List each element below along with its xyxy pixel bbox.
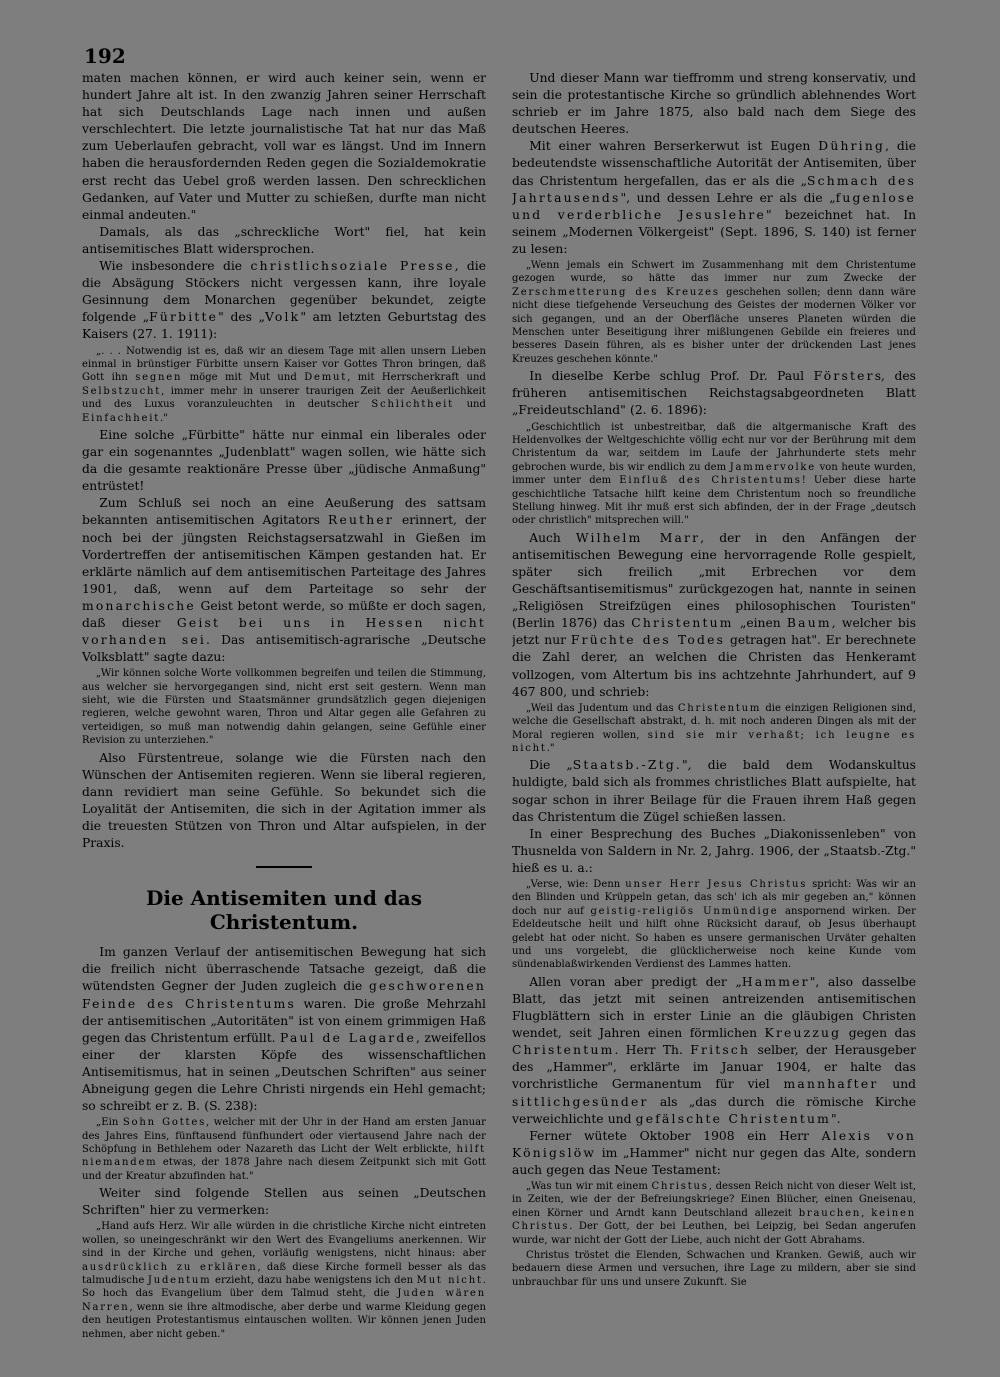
emphasis-text: Zerschmetterung des Kreuzes: [512, 286, 720, 298]
text-run: ".: [831, 1111, 841, 1126]
emphasis-text: Geist bei uns in Hessen nicht vorhanden sei: [82, 615, 486, 648]
emphasis-text: Förster: [813, 369, 875, 384]
emphasis-text: Dühring: [818, 139, 886, 154]
paragraph: Eine solche „Fürbitte" hätte nur einmal ein liberales oder gar ein sogenanntes „Judenblatt" wagen sollen, wie hätte sich da die gesamte reaktionäre Presse über „jüdische Anmaßung" entrüstet!: [82, 427, 486, 494]
emphasis-text: Christentum: [631, 616, 734, 631]
emphasis-text: Fürbitte: [149, 310, 219, 325]
text-run: Im ganzen Verlauf der antisemitischen Bewegung hat sich die freilich nicht überraschende Tatsache gezeigt, daß die wütendsten Gegner der Juden zugleich die: [82, 945, 486, 994]
emphasis-text: Schlichtheit: [371, 399, 454, 411]
paragraph: Also Fürstentreue, solange wie die Fürsten nach den Wünschen der Antisemiten regieren. Wenn sie liberal regieren, dann revidiert man seine Gefühle. So bekundet sich die Loyalität der Antisemiten, die sich in der Agitation immer als die treuesten Stützen von Thron und Altar aufspielen, in der Praxis.: [82, 750, 486, 851]
emphasis-text: Hammer: [741, 974, 810, 989]
emphasis-text: Fritsch: [690, 1043, 751, 1058]
emphasis-text: Einfachheit: [82, 412, 161, 424]
text-run: spricht: Was wir an den Blinden und Krüppeln getan, das sch' ich als mir gegeben an," können doch nur auf: [512, 879, 916, 917]
emphasis-text: Judentum: [147, 1275, 212, 1287]
paragraph: [512, 1128, 916, 1179]
text-run: von heute wurden, immer unter dem: [512, 461, 916, 487]
emphasis-text: Einfluß des Christentums: [619, 475, 802, 487]
emphasis-text: Schmach des Jahrtausends: [512, 173, 916, 205]
emphasis-text: Mut nicht: [416, 1275, 483, 1287]
text-run: Auch: [529, 530, 576, 545]
text-run: „Hand aufs Herz. Wir alle würden in die christliche Kirche nicht eintreten wollen, so uneingeschränkt wir den Wert des Evangeliums anerkennen. Wir sind in der Kirche und gehen, vorläufig wenigstens, nicht hinaus: aber: [82, 1221, 486, 1260]
text-run: möge mit Mut und: [182, 372, 305, 384]
emphasis-text: christlichsoziale Presse: [250, 259, 455, 274]
emphasis-text: Staatsb.-Ztg.: [572, 758, 683, 773]
text-run: Wie insbesondere die: [99, 259, 251, 274]
text-run: „Weil das Judentum und das: [526, 702, 678, 714]
emphasis-text: mannhafter: [783, 1077, 879, 1092]
emphasis-text: Jammervolke: [729, 461, 817, 473]
text-run: " am letzten Geburtstag des Kaisers (27. 1. 1911):: [82, 310, 486, 342]
text-run: „Verse, wie: Denn: [526, 879, 626, 891]
text-run: geschehen sollen; denn dann wäre nicht diese tiefgehende Verseuchung des Geistes der modernen Völker vor sich gegangen, und an der Oberfläche unseres Planeten würden die Menschen unter Beseitigung ihrer mißlungenen Gebilde ein freieres und besseres Dasein führen, als es bisher unter der drückenden Last jenes Kreuzes geschehen könnte.": [512, 286, 916, 365]
text-run: erzieht, dazu habe wenigstens ich den: [211, 1275, 417, 1287]
paragraph: In einer Besprechung des Buches „Diakonissenleben" von Thusnelda von Saldern in Nr. 2, Jahrg. 1906, der „Staatsb.-Ztg." hieß es u. a.:: [512, 826, 916, 875]
paragraph: [82, 258, 486, 343]
emphasis-text: brauchen: [798, 1207, 862, 1219]
section-heading: Die Antisemiten und das Christentum.: [146, 886, 422, 935]
text-run: und: [878, 1077, 916, 1092]
emphasis-text: hilft niemandem: [82, 1144, 486, 1169]
text-run: , der in den Anfängen der antisemitischen Bewegung eine hervorragende Rolle gespielt, später sich freilich „mit Erbrechen vor dem Geschäftsantisemitismus" zurückgezogen hat, nannte in seinen „Religiösen Streifzügen eines philosophischen Touristen" (Berlin 1876) das: [512, 530, 916, 631]
paragraph: Weiter sind folgende Stellen aus seinen „Deutschen Schriften" hier zu vermerken:: [82, 1186, 486, 1218]
text-run: selber, der Herausgeber des „Hammer", erklärte im Januar 1904, er halte das vorchristliche Germanentum für viel: [512, 1043, 916, 1092]
emphasis-text: Christentum: [512, 1043, 615, 1058]
text-run: waren. Die große Mehrzahl der antisemitischen „Autoritäten" ist von einem grimmigen Haß gegen das Christentum erfüllt.: [82, 996, 486, 1045]
text-run: , mit Herrscherkraft und: [347, 372, 486, 384]
emphasis-text: Alexis von Königslöw: [512, 1128, 916, 1160]
emphasis-text: unser Herr Jesus Christus: [625, 879, 808, 891]
text-run: Geist betont werde, so müßte er doch sagen, daß dieser: [82, 598, 486, 630]
emphasis-text: Wilhelm Marr: [575, 530, 701, 545]
text-run: , welcher mit der Uhr in der Hand am ersten Januar des Jahres Eins, fünftausend fünfhundert oder viertausend Jahre nach der Schöpfung in Bethlehem oder Nazareth das Licht der Welt erblickte,: [82, 1117, 486, 1155]
text-run: , daß diese Kirche formell besser als das talmudische: [82, 1261, 486, 1287]
text-run: , immer mehr in unserer traurigen Zeit der Aeußerlichkeit und des Luxus voranzuleuchten in deutscher: [82, 385, 486, 411]
emphasis-text: Juden wären Narren: [82, 1288, 486, 1313]
page-number: 192: [84, 44, 126, 68]
text-run: als „das durch die römische Kirche verweichlichte und: [512, 1094, 916, 1126]
emphasis-text: sittlichgesünder: [512, 1094, 649, 1109]
emphasis-text: monarchische: [82, 598, 196, 613]
text-run: im „Hammer" nicht nur gegen das Alte, sondern auch gegen das Neue Testament:: [512, 1145, 916, 1177]
paragraph: [82, 495, 486, 666]
text-run: gegen das: [841, 1026, 916, 1041]
paragraph: [512, 138, 916, 258]
quote: Christus tröstet die Elenden, Schwachen und Kranken. Gewiß, auch wir bedauern diese Armen und versuchen, ihre Lage zu mildern, aber sie sind unbrauchbar für uns und unsere Zukunft. Sie: [512, 1250, 916, 1288]
text-run: In dieselbe Kerbe schlug Prof. Dr. Paul: [529, 369, 814, 384]
text-run: " des „: [218, 310, 265, 325]
text-run: .": [546, 742, 555, 754]
text-run: „einen: [733, 616, 787, 631]
text-run: die einzigen Religionen sind, welche die Gesellschaft abstrakt, d. h. mit noch anderen Dingen als mit der Moral regieren wollen,: [512, 702, 916, 741]
text-run: „Ein: [96, 1117, 123, 1129]
emphasis-text: Reuther: [327, 513, 394, 528]
emphasis-text: Demut: [304, 372, 348, 384]
quote: „Wir können solche Worte vollkommen begreifen und teilen die Stimmung, aus welcher sie hervorgegangen sind, nicht erst seit gestern. Wenn man sieht, wie die Fürsten und Staatsmänner grundsätzlich gegen diejenigen regieren, welche gewohnt waren, Thron und Altar gegen alle Gefahren zu verteidigen, so muß man notwendig dahin gelangen, seine Gefühle einer Revision zu unterziehen.": [82, 668, 486, 747]
emphasis-text: Christentum: [677, 702, 762, 714]
emphasis-text: Volk: [264, 310, 301, 325]
text-run: „. . . Notwendig ist es, daß wir an diesem Tage mit allen unsern Lieben einmal in brünstiger Fürbitte unsern Kaiser vor Gottes Thron bringen, daß Gott ihn: [82, 345, 486, 384]
text-run: . Herr Th.: [614, 1043, 691, 1058]
quote: [512, 421, 916, 528]
emphasis-text: Paul de Lagarde: [280, 1030, 416, 1045]
text-run: Mit einer wahren Berserkerwut ist Eugen: [529, 139, 819, 154]
text-run: „Geschichtlich ist unbestreitbar, daß die altgermanische Kraft des Heldenvolkes der Weltgeschichte völlig echt nur vor der Berührung mit dem Christentum da war, seitdem im Laufe der Jahrhunderte stets mehr gebrochen wurde, bis wir endlich zu dem: [512, 421, 916, 473]
emphasis-text: segnen: [135, 372, 183, 384]
text-run: . So hoch das Evangelium über dem Talmud steht, die: [82, 1275, 486, 1300]
text-run: ", also dasselbe Blatt, das jetzt mit seinen antreizenden antisemitischen Flugblättern sich in erster Linie an die gläubigen Christen wendet, seit Jahren einen förmlichen: [512, 974, 916, 1041]
text-run: ", und dessen Lehre er als die „: [620, 190, 836, 205]
emphasis-text: geistig-religiös Unmündige: [590, 905, 779, 917]
text-run: Zum Schluß sei noch an eine Aeußerung des sattsam bekannten antisemitischen Agitators: [82, 496, 486, 528]
paragraph: [512, 757, 916, 825]
emphasis-text: fugenlose und verderbliche Jesuslehre: [512, 190, 916, 222]
text-run: „Was tun wir mit einem: [526, 1181, 652, 1192]
text-run: ,: [861, 1207, 872, 1219]
paragraph: maten machen können, er wird auch keiner sein, wenn er hundert Jahre alt ist. In den zwanzig Jahren seiner Herrschaft hat sich Deutschlands Lage nach innen und außen verschlechtert. Die letzte journalistische Tat hat nur das Maß zum Ueberlaufen gebracht, voll war es längst. Und im Innern haben die herausfordernden Reden gegen die Sozialdemokratie erst recht das Uebel groß werden lassen. Den schrecklichen Gedanken, auf Vater und Mutter zu schießen, durfte man nicht einmal andeuten.": [82, 71, 486, 222]
emphasis-text: Selbstzucht: [82, 385, 162, 397]
text-run: , wenn sie ihre altmodische, aber derbe und warme Kleidung gegen den heutigen Protestantismus eintauschen wollten. Wir können jenen Juden nehmen, aber nicht geben.": [82, 1301, 486, 1340]
quote: [82, 345, 486, 425]
text-run: , welcher bis jetzt nur: [512, 616, 916, 648]
text-run: „Wenn jemals ein Schwert im Zusammenhang mit dem Christentume gezogen wurde, so hätte das immer nur zum Zwecke der: [512, 260, 916, 285]
paragraph: Und dieser Mann war tieffromm und streng konservativ, und sein die protestantische Kirche so gründlich ablehnendes Wort schrieb er im Jahre 1875, also bald nach dem Siege des deutschen Heeres.: [512, 71, 916, 137]
emphasis-text: Baum: [786, 616, 832, 631]
emphasis-text: Früchte des Todes: [570, 633, 726, 648]
text-run: . Das antisemitisch-agrarische „Deutsche Volksblatt" sagte dazu:: [82, 633, 486, 665]
emphasis-text: Sohn Gottes: [122, 1117, 207, 1129]
emphasis-text: gefälschte Christentum: [635, 1111, 831, 1126]
text-run: " bezeichnet hat. In seinem „Modernen Völkergeist" (Sept. 1896, S. 140) ist ferner zu lesen:: [512, 207, 916, 256]
right-column: [512, 70, 916, 1348]
paragraph: [82, 944, 486, 1115]
text-run: und: [453, 399, 486, 411]
emphasis-text: sind sie mir verhaßt; ich leugne es nicht: [512, 729, 916, 754]
emphasis-text: geschworenen Feinde des Christentums: [82, 979, 486, 1011]
text-run: Ferner wütete Oktober 1908 ein Herr: [529, 1128, 822, 1143]
text-run: erinnert, der noch bei der jüngsten Reichstagsersatzwahl in Gießen im Vordertreffen der antisemitischen Kämpen gestanden hat. Er erklärte nämlich auf dem antisemitischen Parteitage des Jahres 1901, daß, wenn auf dem Parteitage so sehr der: [82, 513, 486, 596]
quote: [512, 878, 916, 972]
text-run: , die die Absägung Stöckers nicht vergessen kann, ihre loyale Gesinnung dem Monarchen gegenüber bekundet, zeigte folgende „: [82, 259, 486, 325]
paragraph: Damals, als das „schreckliche Wort" fiel, hat kein antisemitisches Blatt widersprochen.: [82, 224, 486, 256]
quote: [512, 259, 916, 366]
quote: [512, 1180, 916, 1247]
emphasis-text: Kreuzzug: [764, 1026, 842, 1041]
quote: [512, 702, 916, 756]
text-run: getragen hat". Er berechnete die Zahl derer, an welchen die Christen das Henkeramt vollzogen, vom Altertum bis ins achtzehnte Jahrhundert, auf 9 467 800, und schrieb:: [512, 633, 916, 699]
emphasis-text: keinen Christus: [512, 1207, 916, 1233]
text-run: etwas, der 1878 Jahre nach diesem Zeitpunkt sich mit Gott und der Kreatur abzufinden hat.": [82, 1157, 486, 1182]
text-run: .": [160, 412, 168, 424]
text-run: ! Ueber diese harte geschichtliche Tatsache hilft keine dem Christentum noch so freundliche Stellung hinweg. Mit ihr muß erst sich abfinden, der in der Frage „deutsch oder christlich" mitsprechen will.": [512, 475, 916, 527]
emphasis-text: ausdrücklich zu erklären: [82, 1261, 258, 1273]
emphasis-text: Christus: [651, 1181, 709, 1192]
text-run: , die bedeutendste wissenschaftliche Autorität der Antisemiten, über das Christentum hergefallen, das er als die „: [512, 139, 916, 188]
quote: [82, 1116, 486, 1183]
text-run: , zweifellos einer der klarsten Köpfe des wissenschaftlichen Antisemitismus, hat in seinen „Deutschen Schriften" aus seiner Abneigung gegen die Lehre Christi nirgends ein Hehl gemacht; so schreibt er z. B. (S. 238):: [82, 1030, 486, 1114]
paragraph: [512, 974, 916, 1128]
text-run: s, des früheren antisemitischen Reichstagsabgeordneten Blatt „Freideutschland" (2. 6. 1896):: [512, 369, 916, 418]
text-run: Allen voran aber predigt der „: [529, 974, 742, 989]
paragraph: [512, 530, 916, 701]
text-run: ", die bald dem Wodanskultus huldigte, bald sich als frommes christliches Blatt aufspielte, hat sogar schon in ihrer Beilage für die Frauen ihrem Haß gegen das Christentum die Zügel schießen lassen.: [512, 758, 916, 824]
quote: [82, 1220, 486, 1341]
text-run: anspornend wirken. Der Edeldeutsche heilt und hilft ohne Rücksicht darauf, ob Jesus überhaupt gelebt hat oder nicht. So haben es unsere germanischen Urväter gehalten und uns vorgelebt, die glücklicherweise noch keine Kunde vom sündenablaßwirkenden Verdienst des Lammes hatten.: [512, 905, 916, 971]
text-run: . Der Gott, der bei Leuthen, bei Leipzig, bei Sedan angerufen wurde, war nicht der Gott der Liebe, auch nicht der Gott Abrahams.: [512, 1221, 916, 1246]
left-column: [82, 70, 486, 1348]
section-divider: [256, 866, 312, 868]
paragraph: [512, 368, 916, 419]
text-run: Die „: [529, 758, 573, 773]
text-run: , dessen Reich nicht von dieser Welt ist, in Zeiten, wie der der Befreiungskriege? Einen Blücher, einen Gneisenau, einen Körner und Arndt kann Deutschland allezeit: [512, 1181, 916, 1219]
